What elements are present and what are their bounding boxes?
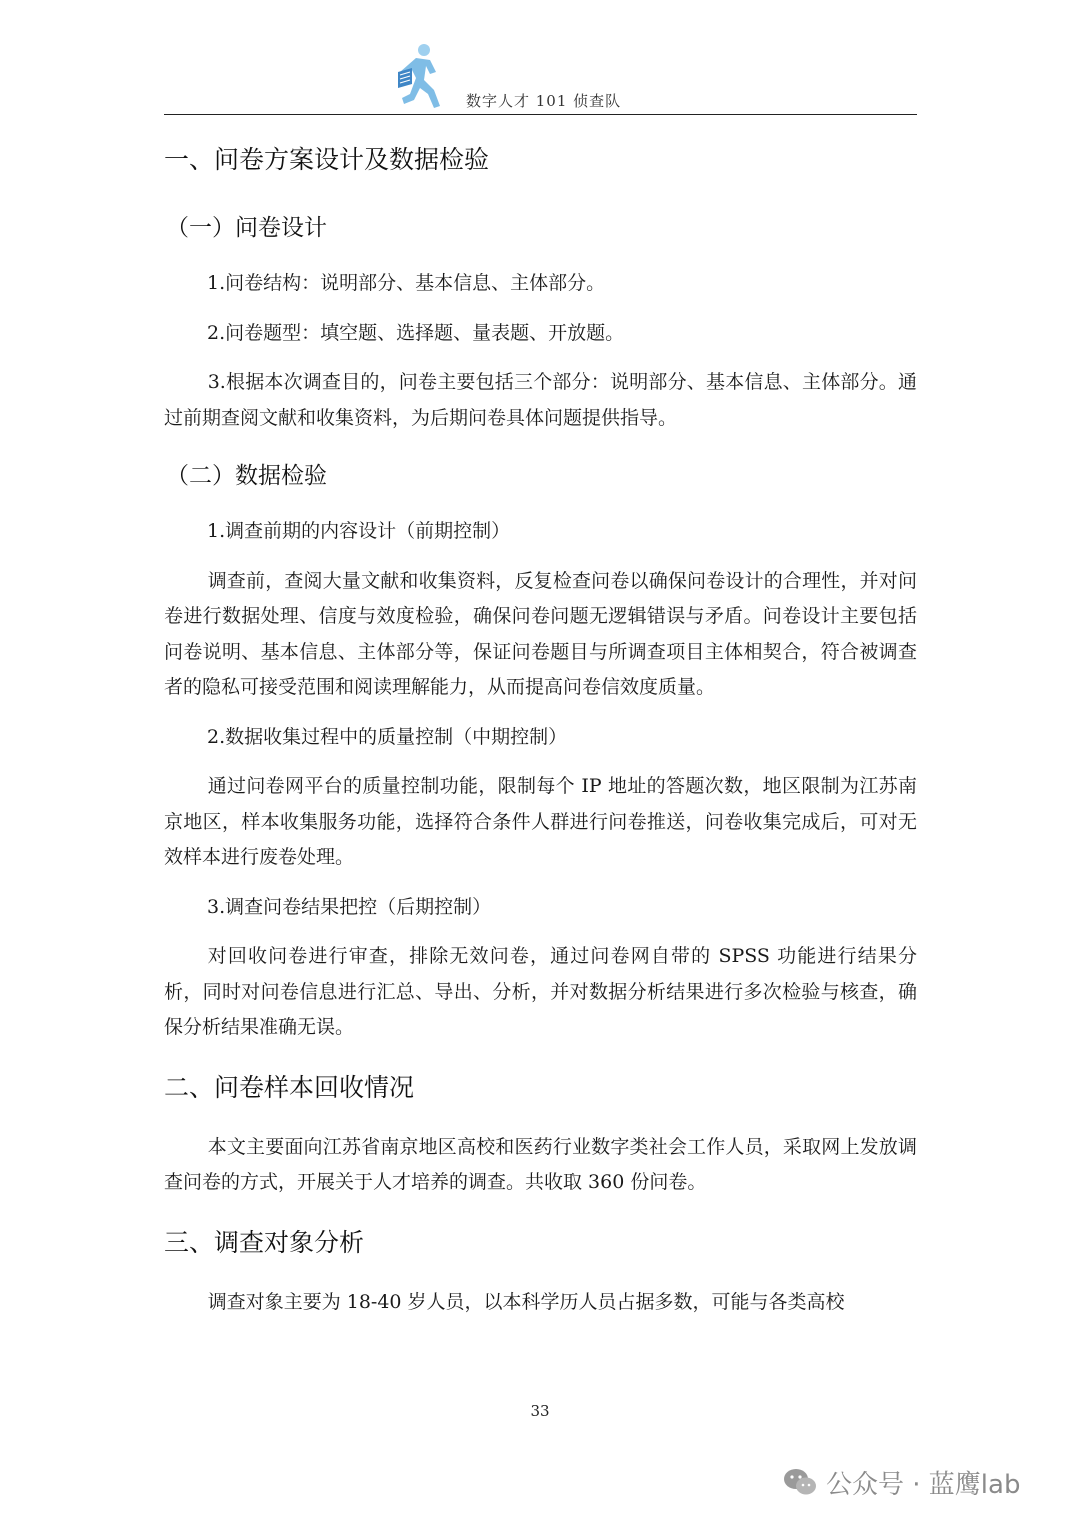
check-para-2: 通过问卷网平台的质量控制功能，限制每个 IP 地址的答题次数，地区限制为江苏南京地区，样本收集服务功能，选择符合条件人群进行问卷推送，问卷收集完成后，可对无效样本进行废卷处理。 — [164, 775, 917, 868]
section-3-title: 三、调查对象分析 — [164, 1227, 365, 1257]
wechat-icon — [782, 1467, 818, 1497]
watermark — [782, 1462, 1020, 1502]
check-item-2: 2.数据收集过程中的质量控制（中期控制） — [207, 725, 568, 748]
design-item-2: 2.问卷题型：填空题、选择题、量表题、开放题。 — [207, 321, 625, 344]
check-para-3: 对回收问卷进行审查，排除无效问卷，通过问卷网自带的 SPSS 功能进行结果分析，同时对问卷信息进行汇总、导出、分析，并对数据分析结果进行多次检验与核查，确保分析结果准确无误。 — [164, 945, 917, 1038]
team-name: 数字人才 101 侦查队 — [466, 92, 622, 110]
subsection-1-title: （一）问卷设计 — [166, 215, 327, 241]
check-item-3: 3.调查问卷结果把控（后期控制） — [207, 895, 492, 918]
check-para-1: 调查前，查阅大量文献和收集资料，反复检查问卷以确保问卷设计的合理性，并对问卷进行数据处理、信度与效度检验，确保问卷问题无逻辑错误与矛盾。问卷设计主要包括问卷说明、基本信息、主体部分等，保证问卷题目与所调查项目主体相契合，符合被调查者的隐私可接受范围和阅读理解能力，从而提高问卷信效度质量。 — [164, 569, 917, 698]
design-item-1: 1.问卷结构：说明部分、基本信息、主体部分。 — [207, 272, 606, 294]
page-number: 33 — [530, 1402, 550, 1420]
watermark-text: 公众号 · 蓝鹰lab — [826, 1469, 1021, 1500]
design-item-3: 3.根据本次调查目的，问卷主要包括三个部分：说明部分、基本信息、主体部分。通过前期查阅文献和收集资料，为后期问卷具体问题提供指导。 — [164, 371, 917, 429]
header-rule — [164, 114, 917, 115]
page-content — [164, 136, 917, 1320]
section-1-title: 一、问卷方案设计及数据检验 — [164, 145, 490, 174]
section-2-para: 本文主要面向江苏省南京地区高校和医药行业数字类社会工作人员，采取网上发放调查问卷的方式，开展关于人才培养的调查。共收取 360 份问卷。 — [164, 1135, 917, 1193]
page-header — [164, 40, 917, 116]
subsection-2-title: （二）数据检验 — [166, 463, 327, 489]
check-item-1: 1.调查前期的内容设计（前期控制） — [207, 520, 511, 542]
section-2-title: 二、问卷样本回收情况 — [164, 1072, 415, 1102]
running-figure-logo — [390, 42, 450, 114]
section-3-para: 调查对象主要为 18-40 岁人员，以本科学历人员占据多数，可能与各类高校 — [207, 1290, 845, 1313]
